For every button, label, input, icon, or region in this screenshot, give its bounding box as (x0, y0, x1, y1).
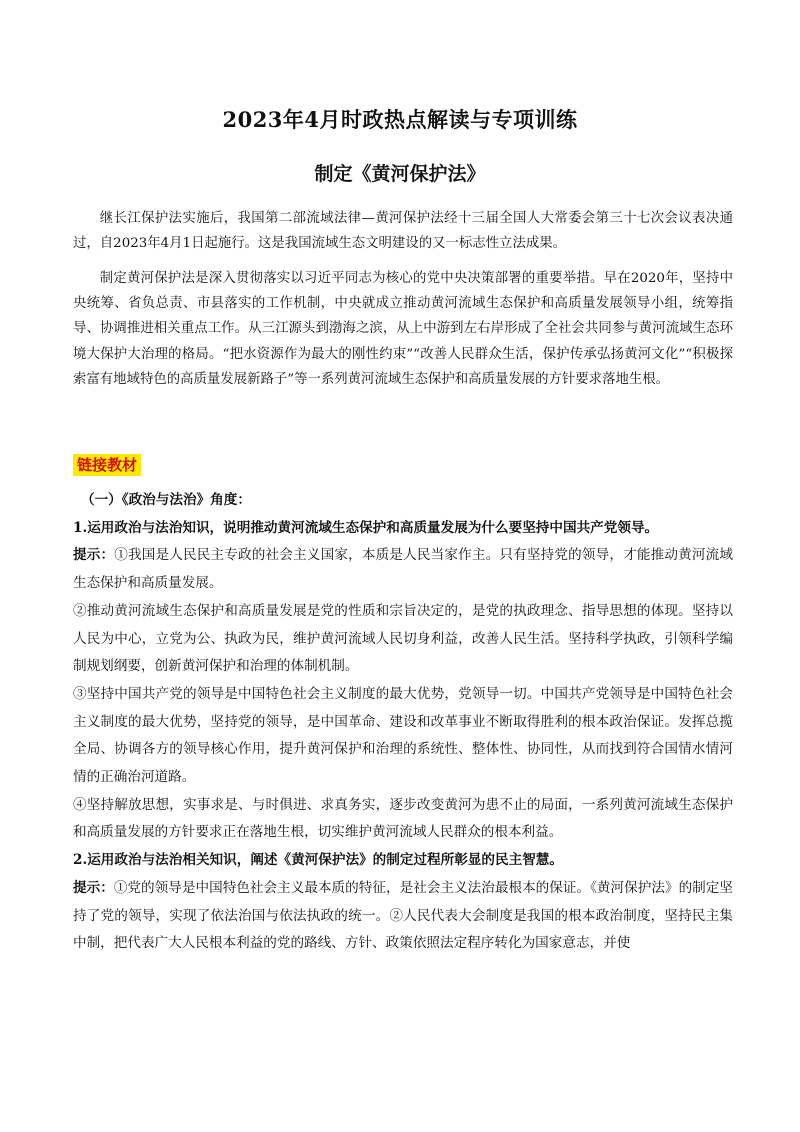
answer-point (73, 875, 733, 958)
question-heading: 2.运用政治与法治相关知识，阐述《黄河保护法》的制定过程所彰显的民主智慧。 (73, 852, 563, 869)
answer-point: ②推动黄河流域生态保护和高质量发展是党的性质和宗旨决定的，是党的执政理念、指导思想的体现。坚持以人民为中心，立党为公、执政为民，维护黄河流域人民切身利益，改善人民生活。坚持科学执政，引领科学编制规划纲要，创新黄河保护和治理的体制机制。 (73, 602, 733, 675)
hint-label: 提示： (73, 547, 115, 564)
page-subtitle: 制定《黄河保护法》 (314, 163, 486, 185)
answer-text: ①我国是人民民主专政的社会主义国家，本质是人民当家作主。只有坚持党的领导，才能推动黄河流域生态保护和高质量发展。 (73, 547, 734, 592)
hint-label: 提示： (73, 879, 114, 896)
section-heading: （一）《政治与法治》角度： (81, 492, 251, 508)
intro-paragraph: 继长江保护法实施后，我国第二部流域法律—黄河保护法经十三届全国人大常委会第三十七次会议表决通过，自2023年4月1日起施行。这是我国流域生态文明建设的又一标志性立法成果。 (73, 211, 733, 252)
answer-point (73, 542, 733, 597)
page-title: 2023年4月时政热点解读与专项训练 (222, 107, 578, 132)
answer-text: ①党的领导是中国特色社会主义最本质的特征，是社会主义法治最根本的保证。《黄河保护法》的制定坚持了党的领导，实现了依法治国与依法执政的统一。②人民代表大会制度是我国的根本政治制度，坚持民主集中制，把代表广大人民根本利益的党的路线、方针、政策依照法定程序转化为国家意志，并使 (73, 879, 733, 952)
question-heading: 1.运用政治与法治知识，说明推动黄河流域生态保护和高质量发展为什么要坚持中国共产党领导。 (73, 519, 659, 536)
highlight-tag: 链接教材 (73, 454, 141, 476)
answer-section (73, 487, 733, 958)
answer-point: ④坚持解放思想，实事求是、与时俱进、求真务实，逐步改变黄河为患不止的局面，一系列黄河流域生态保护和高质量发展的方针要求正在落地生根，切实维护黄河流域人民群众的根本利益。 (73, 796, 733, 841)
answer-point: ③坚持中国共产党的领导是中国特色社会主义制度的最大优势，党领导一切。中国共产党领导是中国特色社会主义制度的最大优势，坚持党的领导，是中国革命、建设和改革事业不断取得胜利的根本政治保证。发挥总揽全局、协调各方的领导核心作用，提升黄河保护和治理的系统性、整体性、协同性，从而找到符合国情水情河情的正确治河道路。 (73, 685, 733, 786)
intro-paragraph: 制定黄河保护法是深入贯彻落实以习近平同志为核心的党中央决策部署的重要举措。早在2020年，坚持中央统筹、省负总责、市县落实的工作机制，中央就成立推动黄河流域生态保护和高质量发展领导小组，统筹指导、协调推进相关重点工作。从三江源头到渤海之滨，从上中游到左右岸形成了全社会共同参与黄河流域生态环境大保护大治理的格局。“把水资源作为最大的刚性约束”“改善人民群众生活，保护传承弘扬黄河文化”“积极探索富有地域特色的高质量发展新路子”等一系列黄河流域生态保护和高质量发展的方针要求落地生根。 (73, 271, 733, 387)
